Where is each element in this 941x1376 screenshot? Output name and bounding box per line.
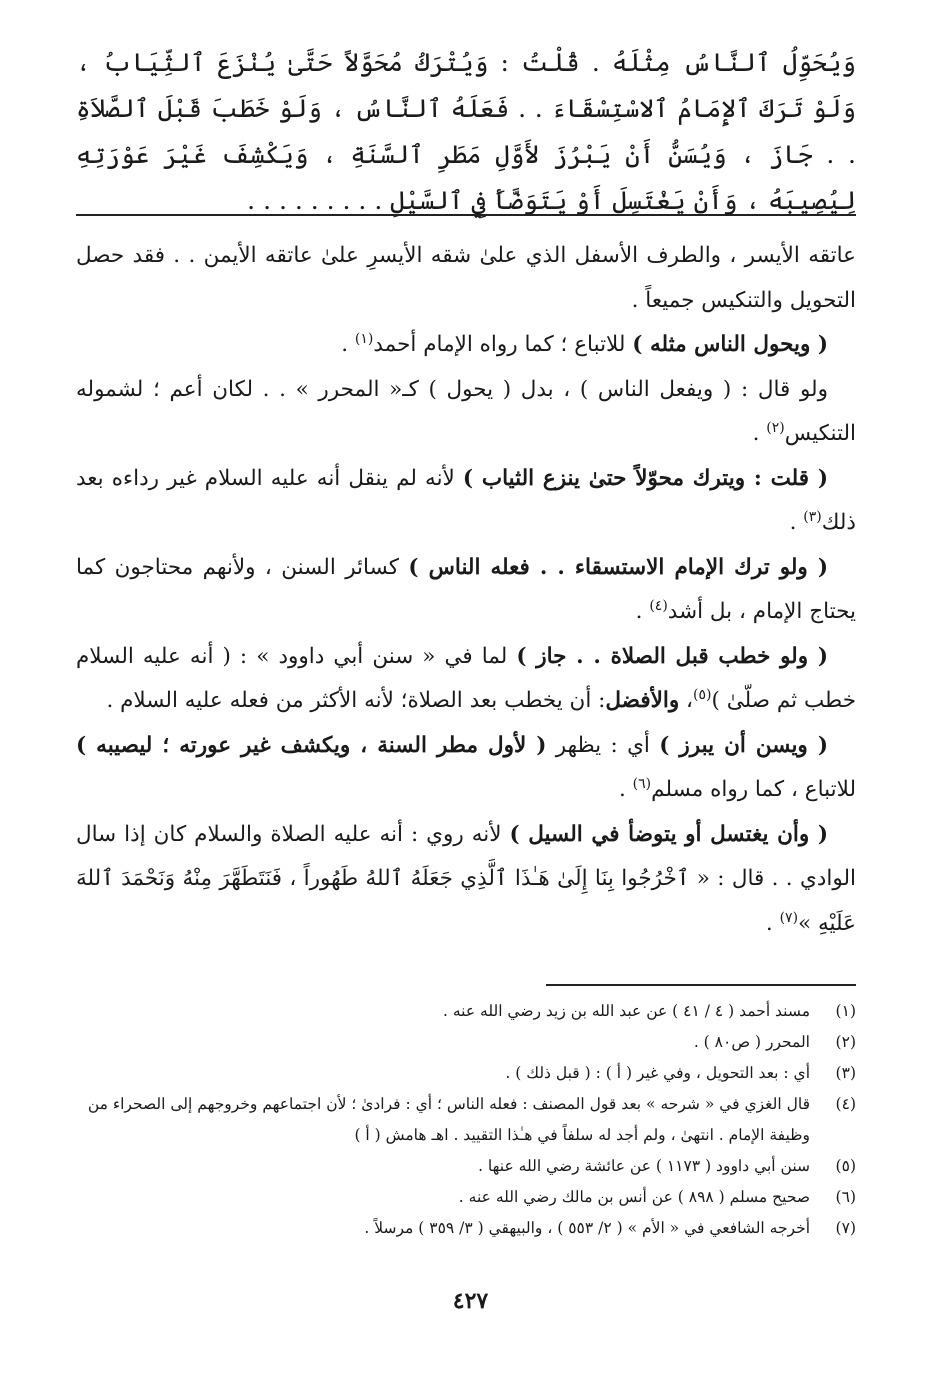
commentary-text: ولو قال : ( ويفعل الناس ) ، بدل ( يحول ) كـ« المحرر » . . لكان أعم ؛ لشموله التنكيس [76,376,856,446]
punctuation: ، [679,688,693,713]
footnote-text: مسند أحمد ( ٤ / ٤١ ) عن عبد الله بن زيد رضي الله عنه . [443,1002,810,1020]
footnote-text: أي : بعد التحويل ، وفي غير ( أ ) : ( قبل ذلك ) . [505,1064,810,1082]
footnote-ref-7[interactable]: (٧) [779,909,799,926]
footnote-divider [546,984,856,986]
footnotes-block [76,996,856,1244]
punctuation: . [341,332,355,357]
commentary-paragraph-1 [76,234,856,323]
punctuation: . [765,910,780,936]
footnote-text: المحرر ( ص٨٠ ) . [693,1033,810,1051]
quoted-matn: ( وأن يغتسل أو يتوضأ في السيل ) [509,821,829,847]
quoted-matn: ( لأول مطر السنة ، ويكشف غير عورته ؛ ليصيبه ) [76,732,547,758]
footnote-number: (٧) [835,1219,856,1237]
footnote-text: سنن أبي داوود ( ١١٧٣ ) عن عائشة رضي الله عنها . [478,1157,810,1175]
footnote-ref-4[interactable]: (٤) [649,597,668,614]
commentary-paragraph-6 [76,635,856,724]
footnote-item [76,1213,856,1244]
footnote-ref-2[interactable]: (٢) [766,419,785,436]
matn-divider [76,214,856,216]
commentary-block [76,234,856,970]
matn-block [76,40,856,215]
footnote-number: (٦) [835,1188,856,1206]
matn-text: وَيُحَوِّلُ ٱلنَّاسُ مِثْلَهُ . قُلْتُ : وَيُتْرَكُ مُحَوَّلاً حَتَّىٰ يُنْزَعَ ٱلثِّيَابُ ، وَلَوْ تَرَكَ ٱلإِمَامُ ٱلاسْتِسْقَاءَ . . فَعَلَهُ ٱلنَّاسُ ، وَلَوْ خَطَبَ قَبْلَ ٱلصَّلاَةِ . . جَازَ ، وَيُسَنُّ أَنْ يَبْرُزَ لأَوَّلِ مَطَرِ ٱلسَّنَةِ ، وَيَكْشِفَ غَيْرَ عَوْرَتِهِ لِيُصِيبَهُ ، وَأَنْ يَغْتَسِلَ أَوْ يَتَوَضَّأَ فِي ٱلسَّيْلِ . . . . . . . . . [76,48,856,215]
commentary-paragraph-2 [76,323,856,368]
punctuation: . [635,599,650,624]
quoted-matn: ( ويسن أن يبرز ) [659,732,828,758]
commentary-text: لأنه لم ينقل أنه عليه السلام غير رداءه بعد ذلك [76,465,856,535]
commentary-paragraph-7 [76,724,856,813]
footnote-text: قال الغزي في « شرحه » بعد قول المصنف : فعله الناس ؛ أي : فرادىٰ ؛ لأن اجتماعهم وخروجهم إلى الصحراء من وظيفة الإمام . انتهىٰ ، ولم أجد له سلفاً في هـٰذا التقييد . اهـ هامش ( أ ) [87,1095,810,1144]
footnote-text: صحيح مسلم ( ٨٩٨ ) عن أنس بن مالك رضي الله عنه . [458,1188,810,1206]
commentary-paragraph-4 [76,457,856,546]
quoted-matn: ( ولو ترك الإمام الاستسقاء . . فعله الناس ) [408,554,828,580]
commentary-text: للاتباع ، كما رواه مسلم [651,777,856,802]
footnote-ref-3[interactable]: (٣) [803,508,822,525]
punctuation: . [789,510,804,535]
commentary-paragraph-5 [76,546,856,635]
commentary-text: أي : يظهر [546,732,660,758]
footnote-ref-1[interactable]: (١) [354,330,374,347]
commentary-paragraph-8 [76,813,856,947]
footnote-item [76,996,856,1027]
quoted-matn: ( قلت : ويترك محوّلاً حتىٰ ينزع الثياب ) [462,465,828,491]
commentary-text: لما في « سنن أبي داوود » : ( أنه عليه السلام خطب ثم صلّىٰ ) [76,643,856,713]
footnote-ref-6[interactable]: (٦) [632,775,652,792]
footnote-number: (٢) [835,1033,856,1051]
footnote-number: (١) [835,1002,856,1020]
footnote-text: أخرجه الشافعي في « الأم » ( ٢/ ٥٥٣ ) ، والبيهقي ( ٣/ ٣٥٩ ) مرسلاً . [364,1219,810,1237]
punctuation: . [752,421,767,446]
footnote-item [76,1182,856,1213]
footnote-number: (٤) [835,1095,856,1113]
commentary-text: عاتقه الأيسر ، والطرف الأسفل الذي علىٰ شقه الأيسرِ علىٰ عاتقه الأيمن . . فقد حصل التحويل والتنكيس جميعاً . [76,243,856,313]
quoted-matn: ( ولو خطب قبل الصلاة . . جاز ) [516,643,828,669]
commentary-text: كسائر السنن ، ولأنهم محتاجون كما يحتاج الإمام ، بل أشد [76,554,856,624]
punctuation: . [619,777,633,802]
footnote-item [76,1151,856,1182]
quoted-matn: ( ويحول الناس مثله ) [632,332,828,357]
commentary-text: : أن يخطب بعد الصلاة؛ لأنه الأكثر من فعله عليه السلام . [106,688,606,713]
footnote-item [76,1089,856,1151]
page-number: ٤٢٧ [452,1288,489,1314]
footnote-number: (٣) [835,1064,856,1082]
emphasis-text: والأفضل [605,688,680,713]
footnote-number: (٥) [835,1157,856,1175]
footnote-item [76,1027,856,1058]
footnote-ref-5[interactable]: (٥) [693,686,712,703]
commentary-paragraph-3 [76,368,856,457]
commentary-text: لأنه روي : أنه عليه الصلاة والسلام كان إذا سال الوادي . . قال : « ٱخْرُجُوا بِنَا إِلَىٰ هَـٰذَا ٱلَّذِي جَعَلَهُ ٱللهُ طَهُوراً ، فَنَتَطَهَّرَ مِنْهُ وَنَحْمَدَ ٱللهَ عَلَيْهِ » [76,821,856,936]
footnote-item [76,1058,856,1089]
commentary-text: للاتباع ؛ كما رواه الإمام أحمد [373,332,633,357]
